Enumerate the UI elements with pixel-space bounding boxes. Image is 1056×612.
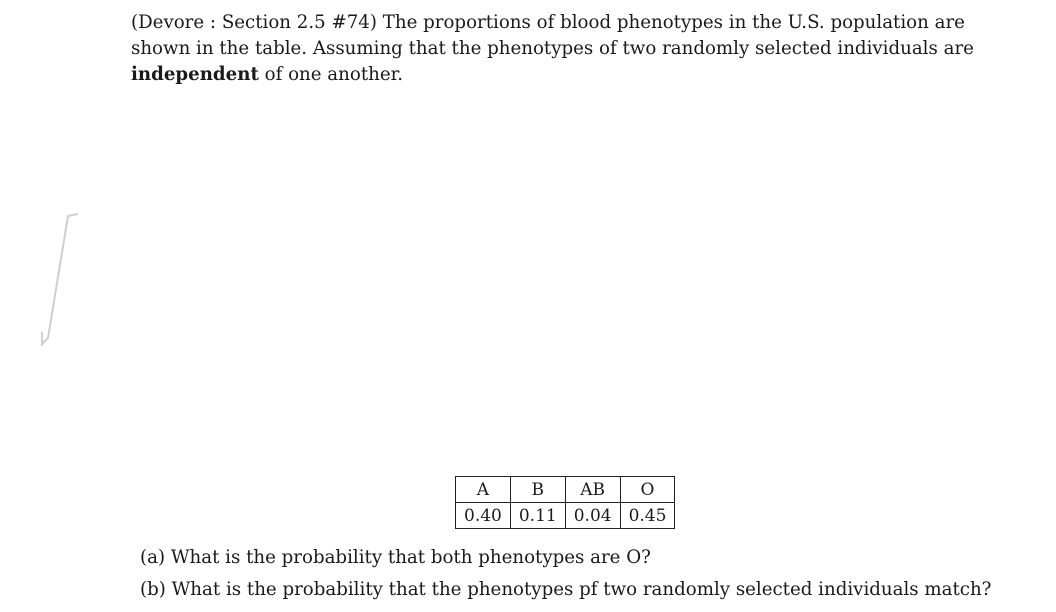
value-cell-a: 0.40 xyxy=(456,503,511,529)
problem-statement xyxy=(131,10,1021,88)
table-value-row xyxy=(456,503,675,529)
blood-phenotype-table xyxy=(455,476,675,529)
header-cell-b: B xyxy=(510,477,565,503)
question-b: (b) What is the probability that the phenotypes pf two randomly selected individuals match? xyxy=(140,579,992,600)
value-cell-b: 0.11 xyxy=(510,503,565,529)
value-cell-ab: 0.04 xyxy=(565,503,620,529)
question-a: (a) What is the probability that both phenotypes are O? xyxy=(140,547,651,568)
header-cell-o: O xyxy=(620,477,675,503)
problem-text-end: of one another. xyxy=(258,64,404,85)
problem-text-start: (Devore : Section 2.5 #74) The proportions of blood phenotypes in the U.S. population are shown in the table. Assuming that the phenotypes of two randomly selected individuals are xyxy=(131,12,974,59)
table-header-row xyxy=(456,477,675,503)
header-cell-a: A xyxy=(456,477,511,503)
header-cell-ab: AB xyxy=(565,477,620,503)
value-cell-o: 0.45 xyxy=(620,503,675,529)
margin-bracket-mark xyxy=(40,212,90,346)
emphasis-independent: independent xyxy=(131,64,259,85)
